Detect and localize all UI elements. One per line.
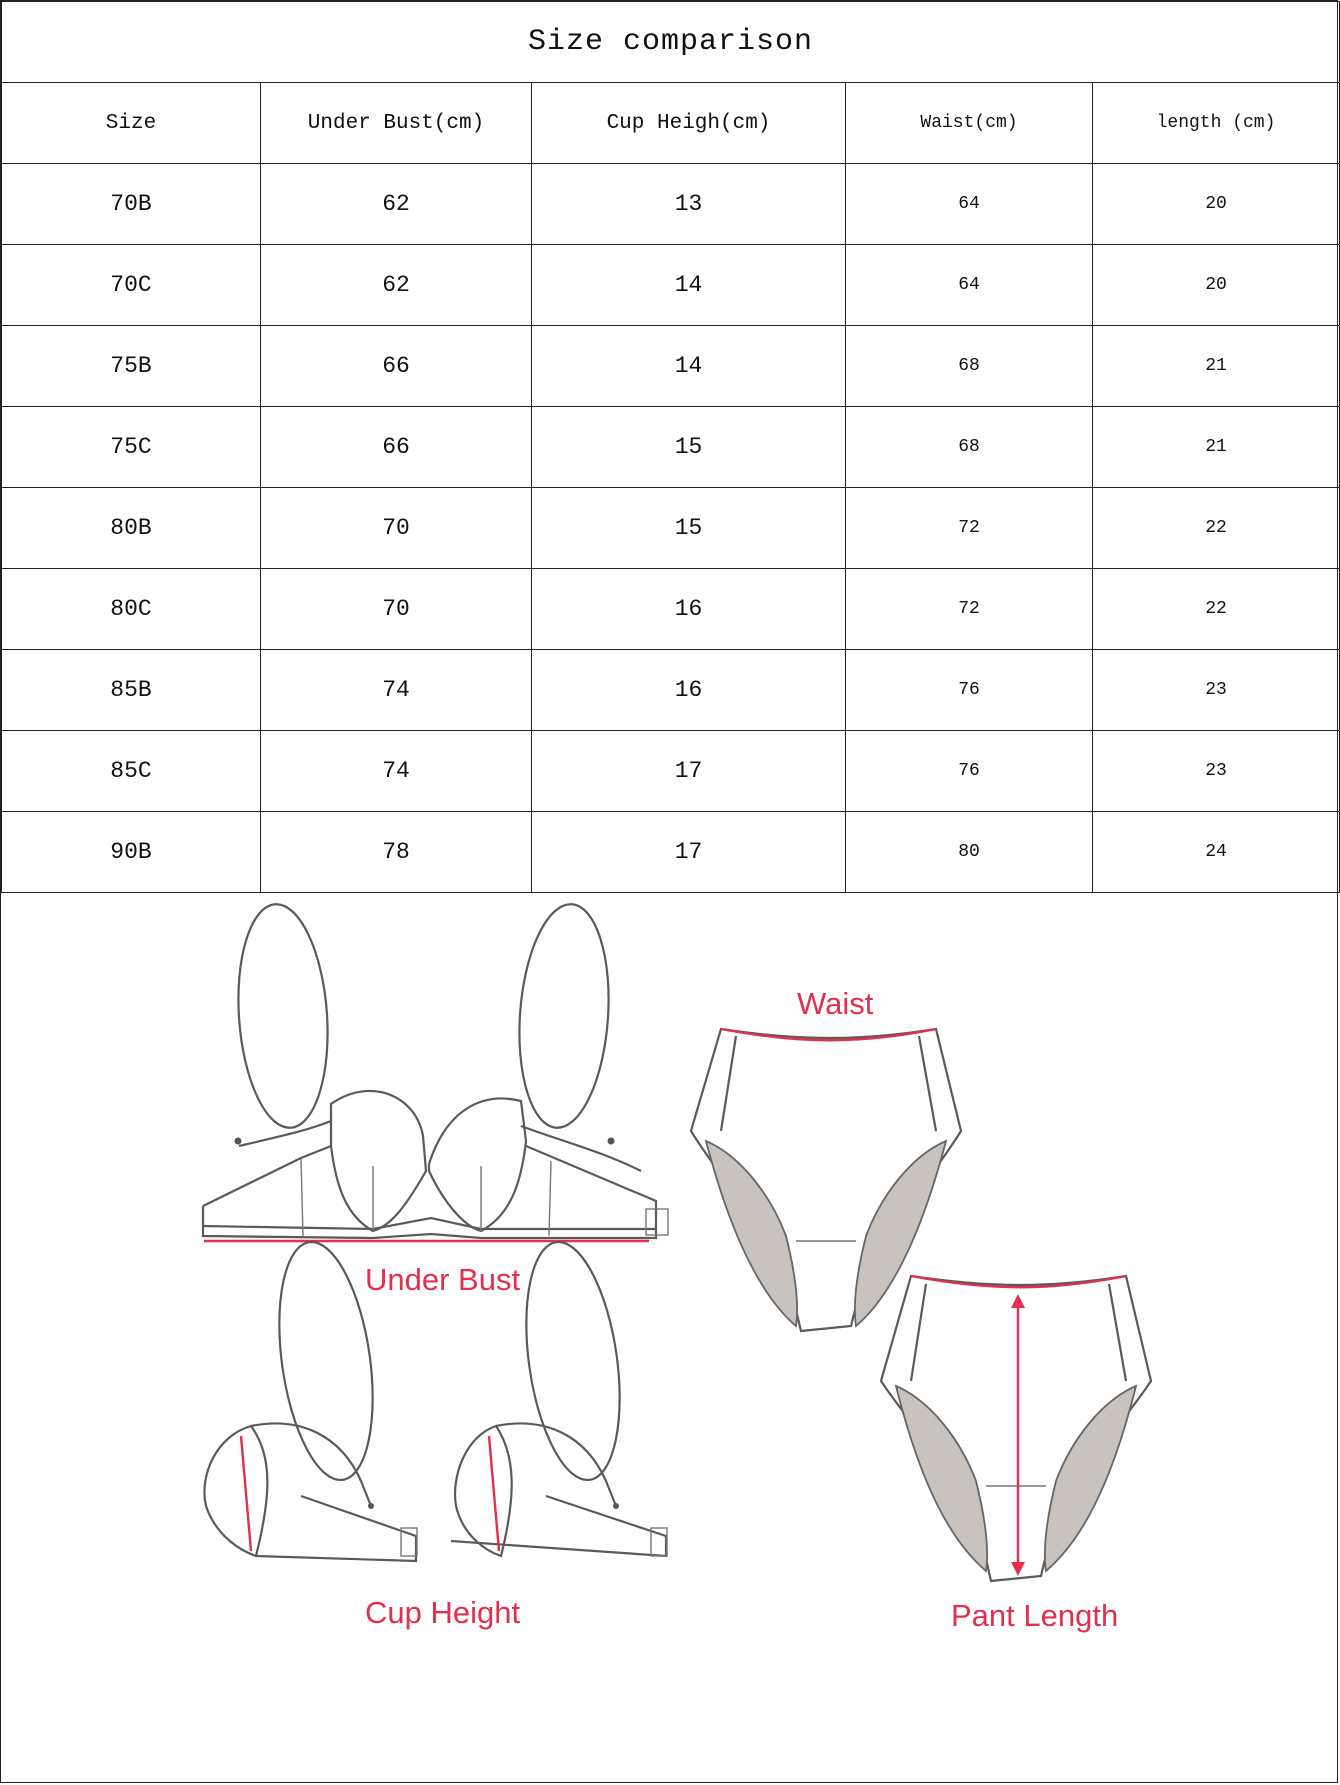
header-length: length (cm) — [1093, 83, 1340, 164]
cell-cup-height: 16 — [532, 650, 846, 731]
cell-size: 90B — [2, 812, 261, 893]
cell-cup-height: 17 — [532, 731, 846, 812]
cell-length: 20 — [1093, 164, 1340, 245]
cell-under-bust: 66 — [261, 326, 532, 407]
cell-cup-height: 13 — [532, 164, 846, 245]
under-bust-label: Under Bust — [365, 1262, 521, 1297]
cell-size: 80B — [2, 488, 261, 569]
waist-label: Waist — [797, 986, 874, 1021]
table-row — [2, 164, 1340, 245]
cell-waist: 76 — [846, 650, 1093, 731]
table-row — [2, 812, 1340, 893]
cell-under-bust: 62 — [261, 164, 532, 245]
table-row — [2, 650, 1340, 731]
size-comparison-table — [1, 1, 1340, 893]
cell-size: 85C — [2, 731, 261, 812]
cell-cup-height: 17 — [532, 812, 846, 893]
cell-length: 20 — [1093, 245, 1340, 326]
cell-waist: 68 — [846, 326, 1093, 407]
cup-height-label: Cup Height — [365, 1595, 521, 1630]
table-row — [2, 245, 1340, 326]
cell-size: 70B — [2, 164, 261, 245]
cell-cup-height: 15 — [532, 488, 846, 569]
cell-length: 21 — [1093, 407, 1340, 488]
cell-under-bust: 74 — [261, 731, 532, 812]
cell-waist: 68 — [846, 407, 1093, 488]
table-row — [2, 407, 1340, 488]
cell-waist: 76 — [846, 731, 1093, 812]
cell-waist: 64 — [846, 245, 1093, 326]
bra-front-illustration — [203, 901, 668, 1297]
cell-size: 70C — [2, 245, 261, 326]
cell-length: 22 — [1093, 488, 1340, 569]
cell-length: 24 — [1093, 812, 1340, 893]
table-title: Size comparison — [2, 2, 1340, 83]
header-waist: Waist(cm) — [846, 83, 1093, 164]
cell-length: 23 — [1093, 731, 1340, 812]
cell-waist: 80 — [846, 812, 1093, 893]
cell-length: 22 — [1093, 569, 1340, 650]
header-under-bust: Under Bust(cm) — [261, 83, 532, 164]
table-header-row — [2, 83, 1340, 164]
table-row — [2, 488, 1340, 569]
pant-length-label: Pant Length — [951, 1598, 1119, 1633]
cell-under-bust: 78 — [261, 812, 532, 893]
header-size: Size — [2, 83, 261, 164]
table-row — [2, 731, 1340, 812]
cell-length: 21 — [1093, 326, 1340, 407]
measurement-diagram — [1, 896, 1339, 1784]
table-row — [2, 326, 1340, 407]
cell-size: 75B — [2, 326, 261, 407]
cell-under-bust: 62 — [261, 245, 532, 326]
cell-waist: 72 — [846, 488, 1093, 569]
cell-under-bust: 66 — [261, 407, 532, 488]
header-cup-height: Cup Heigh(cm) — [532, 83, 846, 164]
cell-waist: 64 — [846, 164, 1093, 245]
cell-cup-height: 14 — [532, 245, 846, 326]
cell-under-bust: 74 — [261, 650, 532, 731]
cell-cup-height: 14 — [532, 326, 846, 407]
cell-under-bust: 70 — [261, 488, 532, 569]
cell-waist: 72 — [846, 569, 1093, 650]
cell-length: 23 — [1093, 650, 1340, 731]
cell-size: 85B — [2, 650, 261, 731]
cell-size: 75C — [2, 407, 261, 488]
panty-waist-illustration — [691, 986, 961, 1331]
cell-size: 80C — [2, 569, 261, 650]
table-row — [2, 569, 1340, 650]
cell-cup-height: 16 — [532, 569, 846, 650]
panty-length-illustration — [881, 1276, 1151, 1633]
cell-cup-height: 15 — [532, 407, 846, 488]
cell-under-bust: 70 — [261, 569, 532, 650]
